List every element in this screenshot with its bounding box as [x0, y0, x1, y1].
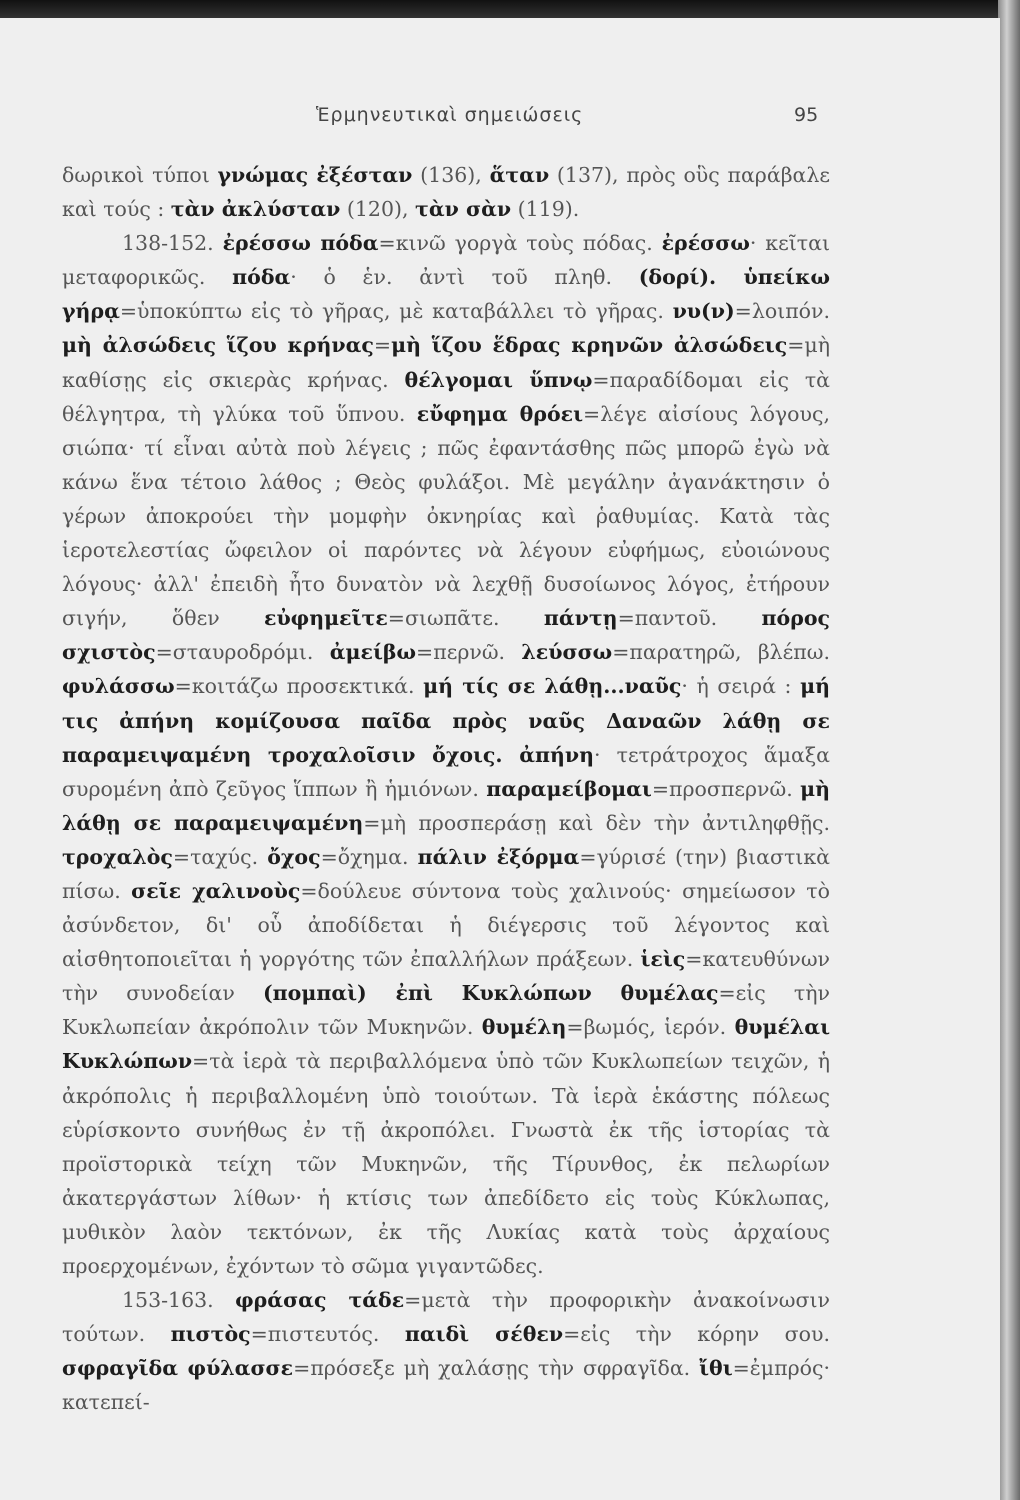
gloss-text: =προσπερνῶ.: [651, 776, 801, 801]
lemma-term: νυ(ν): [672, 299, 735, 324]
gloss-text: · τετράτροχος ἅμαξα συρομένη ἀπὸ ζεῦγος ἵππων ἢ ἡμιόνων.: [62, 742, 830, 801]
lemma-term: ἱεὶς: [640, 947, 686, 972]
lemma-term: ἅταν: [489, 163, 550, 187]
commentary-body: [62, 158, 830, 1419]
lemma-term: ἴθι: [699, 1356, 733, 1381]
gloss-text: =πιστευτός.: [250, 1322, 405, 1347]
lemma-term: πόρος σχιστὸς: [62, 606, 830, 665]
paragraph-1: [62, 158, 830, 226]
lemma-term: πιστὸς: [170, 1322, 251, 1347]
lemma-term: ἐρέσσω πόδα: [222, 231, 379, 256]
lemma-term: (πομπαὶ) ἐπὶ Κυκλώπων θυμέλας: [262, 981, 719, 1006]
page-number: 95: [794, 104, 819, 126]
lemma-term: σεῖε χαλινοὺς: [131, 878, 301, 903]
gloss-text: =δούλευε σύντονα τοὺς χαλινούς· σημείωσον τὸ ἀσύνδετον, δι' οὗ ἀποδίδεται ἡ διέγερσις τοῦ λέγοντος καὶ αἰσθητοποιεῖται ἡ γοργότης τῶν ἐπαλλήλων πράξεων.: [62, 878, 830, 972]
lemma-term: πάντῃ: [543, 606, 618, 631]
gloss-text: δωρικοὶ τύποι: [62, 163, 218, 187]
gloss-text: =σταυροδρόμι.: [155, 640, 330, 665]
lemma-term: θέλγομαι ὕπνῳ: [404, 367, 593, 392]
gloss-text: =πρόσεξε μὴ χαλάσῃς τὴν σφραγῖδα.: [293, 1356, 700, 1381]
lemma-term: εὐφημεῖτε: [264, 606, 388, 631]
gloss-text: =μὴ προσπεράσῃ καὶ δὲν τὴν ἀντιληφθῇς.: [363, 810, 830, 835]
book-page: [0, 18, 1000, 1500]
gloss-text: =ἐμπρός· κατεπεί-: [62, 1356, 830, 1415]
lemma-term: ὄχος: [267, 844, 321, 869]
gloss-text: =εἰς τὴν Κυκλωπείαν ἀκρόπολιν τῶν Μυκηνῶν.: [62, 981, 831, 1040]
gloss-text: =ὑποκύπτω εἰς τὸ γῆρας, μὲ καταβάλλει τὸ γῆρας.: [119, 299, 673, 324]
lemma-term: φυλάσσω: [62, 674, 175, 699]
lemma-term: ἀμείβω: [329, 640, 417, 665]
paragraph-2: [62, 226, 830, 1283]
gloss-text: 138-152.: [122, 231, 223, 256]
gloss-text: =κινῶ γοργὰ τοὺς πόδας.: [378, 231, 662, 256]
gloss-text: =τὰ ἱερὰ τὰ περιβαλλόμενα ὑπὸ τῶν Κυκλωπείων τειχῶν, ἡ ἀκρόπολις ἡ περιβαλλομένη ὑπὸ τοιούτων. Τὰ ἱερὰ ἑκάστης πόλεως εὑρίσκοντο συνήθως ἐν τῇ ἀκροπόλει. Γνωστὰ ἐκ τῆς ἱστορίας τὰ προϊστορικὰ τείχη τῶν Μυκηνῶν, τῆς Τίρυνθος, ἐκ πελωρίων ἀκατεργάστων λίθων· ἡ κτίσις των ἀπεδίδετο εἰς τοὺς Κύκλωπας, μυθικὸν λαὸν τεκτόνων, ἐκ τῆς Λυκίας κατὰ τοὺς ἀρχαίους προερχομένων, ἐχόντων τὸ σῶμα γιγαντῶδες.: [62, 1049, 830, 1278]
gloss-text: · ἡ σειρά :: [681, 674, 801, 699]
lemma-term: πόδα: [232, 265, 291, 290]
paragraph-3: [62, 1283, 830, 1419]
lemma-term: τὰν ἀκλύσταν: [170, 197, 341, 222]
gloss-text: =παντοῦ.: [617, 606, 762, 631]
lemma-term: παραμείβομαι: [486, 776, 652, 801]
gloss-text: (136),: [412, 163, 490, 187]
gloss-text: =παραδίδομαι εἰς τὰ θέλγητρα, τὴ γλύκα τοῦ ὕπνου.: [62, 367, 831, 426]
gloss-text: =κοιτάζω προσεκτικά.: [174, 674, 424, 699]
lemma-term: ἐρέσσω: [661, 231, 750, 256]
lemma-term: σφραγῖδα φύλασσε: [62, 1356, 294, 1381]
lemma-term: παιδὶ σέθεν: [404, 1322, 564, 1347]
lemma-term: θυμέλη: [481, 1015, 567, 1040]
gloss-text: · ὁ ἑν. ἀντὶ τοῦ πληθ.: [290, 265, 639, 290]
lemma-term: μή τις ἀπήνη κομίζουσα παῖδα πρὸς ναῦς Δαναῶν λάθῃ σε παραμειψαμένη τροχαλοῖσιν ὄχοις. ἀπήνη: [62, 674, 830, 767]
gloss-text: =σιωπᾶτε.: [387, 606, 544, 631]
lemma-term: τροχαλὸς: [62, 844, 173, 869]
lemma-term: τὰν σὰν: [415, 197, 512, 222]
gloss-text: =: [373, 333, 392, 358]
lemma-term: γνώμας ἐξέσταν: [217, 163, 413, 187]
gloss-text: =ταχύς.: [172, 844, 268, 869]
lemma-term: μὴ λάθῃ σε παραμειψαμένη: [62, 776, 830, 835]
lemma-term: πάλιν ἐξόρμα: [417, 844, 580, 869]
gloss-text: 153-163.: [122, 1288, 236, 1313]
gloss-text: =λοιπόν.: [734, 299, 830, 324]
lemma-term: φράσας τάδε: [235, 1288, 405, 1313]
gloss-text: =γύρισέ (την) βιαστικὰ πίσω.: [62, 844, 830, 903]
lemma-term: εὔφημα θρόει: [416, 401, 584, 426]
gloss-text: =μετὰ τὴν προφορικὴν ἀνακοίνωσιν τούτων.: [62, 1288, 830, 1347]
gloss-text: =μὴ καθίσῃς εἰς σκιερὰς κρήνας.: [62, 333, 831, 392]
lemma-term: μὴ ἀλσώδεις ἵζου κρήνας: [62, 333, 374, 358]
lemma-term: λεύσσω: [521, 640, 613, 665]
running-title: Ἑρμηνευτικαὶ σημειώσεις: [316, 104, 584, 126]
gloss-text: =λέγε αἰσίους λόγους, σιώπα· τί εἶναι αὐτὰ ποὺ λέγεις ; πῶς ἐφαντάσθης πῶς μπορῶ ἐγὼ νὰ κάνω ἕνα τέτοιο λάθος ; Θεὸς φυλάξοι. Μὲ μεγάλην ἀγανάκτησιν ὁ γέρων ἀποκρούει τὴν μομφὴν ὀκνηρίας καὶ ῥαθυμίας. Κατὰ τὰς ἱεροτελεστίας ὤφειλον οἱ παρόντες νὰ λέγουν εὐφήμως, εὐοιώνους λόγους· ἀλλ' ἐπειδὴ ἦτο δυνατὸν νὰ λεχθῇ δυσοίωνος λόγος, ἐτήρουν σιγήν, ὅθεν: [62, 401, 830, 631]
gloss-text: =βωμός, ἱερόν.: [566, 1015, 735, 1040]
gloss-text: =παρατηρῶ, βλέπω.: [612, 640, 830, 665]
gloss-text: · κεῖται μεταφορικῶς.: [62, 231, 830, 290]
gloss-text: (119).: [511, 197, 580, 222]
gloss-text: =εἰς τὴν κόρην σου.: [563, 1322, 830, 1347]
gloss-text: =ὄχημα.: [320, 844, 418, 869]
gloss-text: (137), πρὸς οὓς παράβαλε καὶ τούς :: [62, 163, 831, 222]
gloss-text: (120),: [340, 197, 416, 222]
lemma-term: μή τίς σε λάθῃ...ναῦς: [423, 674, 682, 699]
lemma-term: (δορί). ὑπείκω γήρᾳ: [62, 265, 830, 324]
lemma-term: θυμέλαι Κυκλώπων: [62, 1015, 830, 1074]
running-header: [0, 104, 1000, 134]
scan-right-edge: [998, 0, 1020, 1500]
gloss-text: =περνῶ.: [416, 640, 522, 665]
gloss-text: =κατευθύνων τὴν συνοδείαν: [62, 947, 830, 1006]
lemma-term: μὴ ἵζου ἕδρας κρηνῶν ἀλσώδεις: [391, 333, 788, 358]
